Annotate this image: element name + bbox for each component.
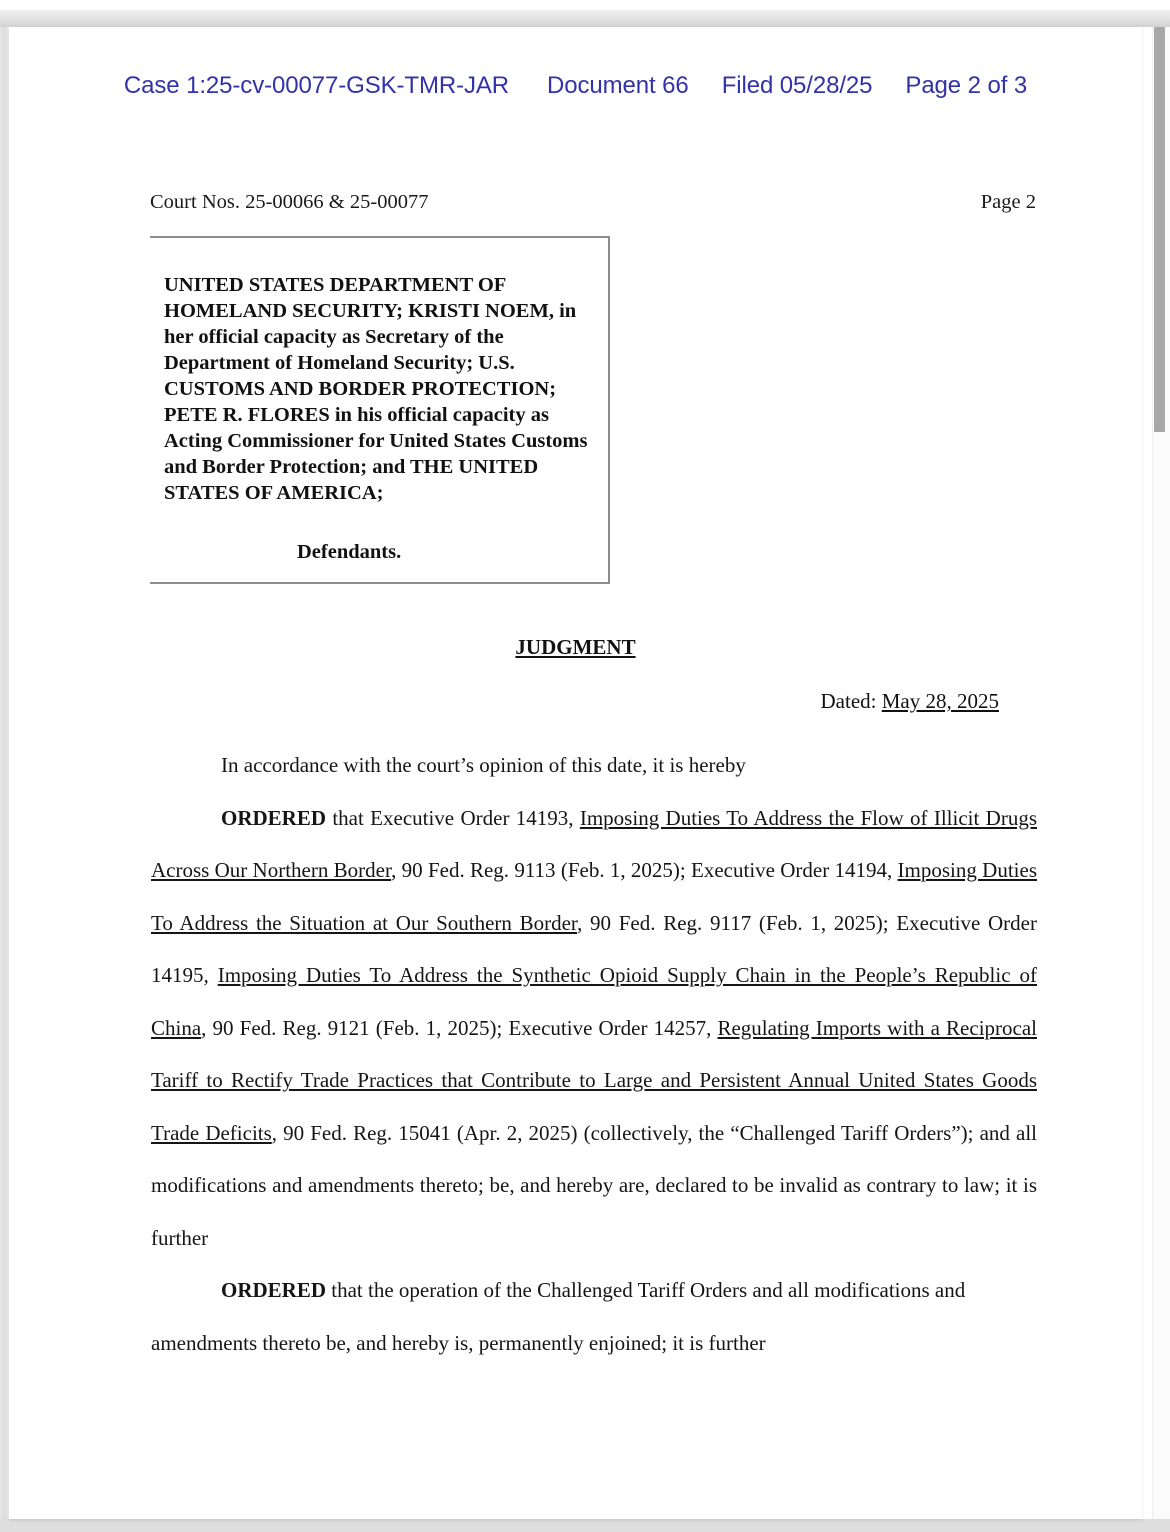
executive-order-title-14193: Imposing Duties To Address the Flow of Illicit Drugs Across Our Northern Border — [151, 805, 1037, 882]
scrollbar-thumb[interactable] — [1154, 27, 1165, 432]
ordered-keyword: ORDERED — [221, 805, 327, 830]
intro-text: In accordance with the court’s opinion of this date, it is hereby — [221, 753, 746, 777]
executive-order-title-14194: Imposing Duties To Address the Situation at Our Southern Border — [151, 858, 1037, 935]
ecf-page-indicator: Page 2 of 3 — [905, 72, 1028, 99]
ecf-case-number: Case 1:25-cv-00077-GSK-TMR-JAR — [123, 72, 510, 99]
ecf-stamp-header — [9, 72, 1142, 100]
paragraph-intro — [151, 739, 1037, 792]
dated-value: May 28, 2025 — [881, 689, 999, 713]
court-numbers: Court Nos. 25-00066 & 25-00077 — [150, 191, 429, 213]
ordered-two-text: that the operation of the Challenged Tariff Orders and all modifications and amendments thereto be, and hereby is, permanently enjoined; it is further — [151, 1278, 966, 1355]
body-text — [151, 739, 1037, 1369]
ordered-one-segment-1: that Executive Order 14193, — [326, 805, 580, 830]
viewer-left-gutter — [0, 27, 9, 1532]
executive-order-title-14195: Imposing Duties To Address the Synthetic Opioid Supply Chain in the People’s Republic of China — [151, 963, 1038, 1040]
viewer-bottom-strip — [0, 1519, 1170, 1532]
ordered-keyword: ORDERED — [221, 1278, 327, 1302]
page-number: Page 2 — [980, 191, 1036, 213]
dated-label: Dated: — [820, 689, 877, 713]
case-caption-box — [150, 236, 610, 584]
ordered-one-segment-4: , 90 Fed. Reg. 9121 (Feb. 1, 2025); Executive Order 14257, — [201, 1015, 718, 1040]
running-head — [150, 191, 1036, 214]
ecf-filed-date: Filed 05/28/25 — [721, 72, 873, 99]
page-title — [9, 635, 1142, 660]
vertical-scrollbar[interactable] — [1152, 27, 1170, 1519]
caption-party-role: Defendants. — [297, 541, 402, 563]
ordered-one-segment-2: , 90 Fed. Reg. 9113 (Feb. 1, 2025); Executive Order 14194, — [391, 858, 898, 882]
executive-order-title-14257: Regulating Imports with a Reciprocal Tariff to Rectify Trade Practices that Contribute to Large and Persistent Annual United States Goods Trade Deficits — [151, 1015, 1037, 1145]
viewer-top-strip — [0, 0, 1170, 10]
document-page — [9, 27, 1142, 1519]
dated-line — [821, 689, 999, 714]
ordered-one-segment-5: , 90 Fed. Reg. 15041 (Apr. 2, 2025) (collectively, the “Challenged Tariff Orders”); and all modifications and amendments thereto; be, and hereby are, declared to be invalid as contrary to law; it is further — [151, 1120, 1037, 1250]
page-title-text: JUDGMENT — [515, 635, 636, 659]
paragraph-ordered-one — [151, 792, 1037, 1265]
paragraph-ordered-two — [151, 1264, 1037, 1369]
ordered-one-segment-3: , 90 Fed. Reg. 9117 (Feb. 1, 2025); Executive Order 14195, — [151, 910, 1037, 987]
ecf-document-number: Document 66 — [547, 72, 689, 99]
viewer-toolbar-band — [0, 10, 1170, 27]
caption-defendants-list: UNITED STATES DEPARTMENT OF HOMELAND SECURITY; KRISTI NOEM, in her official capacity as Secretary of the Department of Homeland Security; U.S. CUSTOMS AND BORDER PROTECTION; PETE R. FLORES in his official capacity as Acting Commissioner for United States Customs and Border Protection; and THE UNITED STATES OF AMERICA; — [164, 274, 588, 504]
